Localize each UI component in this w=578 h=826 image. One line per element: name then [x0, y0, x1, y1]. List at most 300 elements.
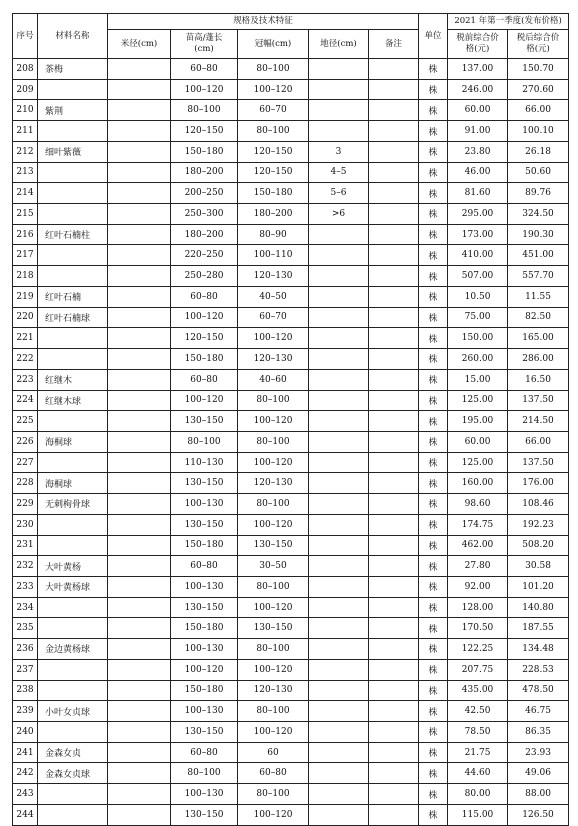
cell-note	[369, 369, 419, 390]
header-height: 苗高/蓬长 (cm)	[171, 30, 238, 59]
cell-post-tax-price: 49.06	[508, 763, 569, 784]
cell-pre-tax-price: 207.75	[448, 659, 508, 680]
cell-seq: 215	[13, 204, 38, 225]
cell-seq: 231	[13, 535, 38, 556]
cell-post-tax-price: 137.50	[508, 452, 569, 473]
cell-ground-diameter	[309, 59, 369, 80]
cell-height: 100–130	[171, 701, 238, 722]
cell-seq: 225	[13, 411, 38, 432]
cell-diameter	[108, 763, 171, 784]
cell-height: 250–300	[171, 204, 238, 225]
cell-unit: 株	[419, 597, 448, 618]
cell-material-name	[38, 245, 108, 266]
cell-ground-diameter: >6	[309, 204, 369, 225]
cell-ground-diameter	[309, 680, 369, 701]
cell-seq: 237	[13, 659, 38, 680]
cell-unit: 株	[419, 784, 448, 805]
cell-note	[369, 494, 419, 515]
cell-crown: 100–120	[238, 659, 309, 680]
cell-diameter	[108, 390, 171, 411]
table-row	[13, 535, 569, 556]
cell-diameter	[108, 59, 171, 80]
cell-post-tax-price: 192.23	[508, 514, 569, 535]
table-row	[13, 431, 569, 452]
cell-seq: 217	[13, 245, 38, 266]
cell-pre-tax-price: 60.00	[448, 431, 508, 452]
table-row	[13, 494, 569, 515]
cell-diameter	[108, 183, 171, 204]
cell-unit: 株	[419, 369, 448, 390]
cell-post-tax-price: 190.30	[508, 224, 569, 245]
cell-seq: 229	[13, 494, 38, 515]
cell-diameter	[108, 742, 171, 763]
table-row	[13, 121, 569, 142]
cell-pre-tax-price: 46.00	[448, 162, 508, 183]
table-row	[13, 328, 569, 349]
cell-material-name	[38, 535, 108, 556]
cell-crown: 40–60	[238, 369, 309, 390]
cell-height: 130–150	[171, 411, 238, 432]
cell-ground-diameter: 4–5	[309, 162, 369, 183]
cell-unit: 株	[419, 286, 448, 307]
cell-post-tax-price: 82.50	[508, 307, 569, 328]
cell-diameter	[108, 79, 171, 100]
cell-note	[369, 162, 419, 183]
cell-crown: 80–100	[238, 390, 309, 411]
cell-unit: 株	[419, 514, 448, 535]
cell-ground-diameter	[309, 618, 369, 639]
cell-ground-diameter	[309, 349, 369, 370]
cell-diameter	[108, 514, 171, 535]
cell-unit: 株	[419, 390, 448, 411]
table-row	[13, 680, 569, 701]
cell-material-name: 茶梅	[38, 59, 108, 80]
cell-ground-diameter	[309, 245, 369, 266]
cell-height: 250–280	[171, 266, 238, 287]
header-note: 备注	[369, 30, 419, 59]
cell-pre-tax-price: 23.80	[448, 141, 508, 162]
table-body	[13, 59, 569, 826]
cell-seq: 212	[13, 141, 38, 162]
cell-pre-tax-price: 42.50	[448, 701, 508, 722]
cell-ground-diameter: 3	[309, 141, 369, 162]
cell-ground-diameter	[309, 722, 369, 743]
cell-ground-diameter	[309, 659, 369, 680]
cell-ground-diameter	[309, 784, 369, 805]
cell-pre-tax-price: 150.00	[448, 328, 508, 349]
cell-post-tax-price: 89.76	[508, 183, 569, 204]
cell-unit: 株	[419, 473, 448, 494]
cell-note	[369, 763, 419, 784]
cell-material-name: 紫荆	[38, 100, 108, 121]
cell-note	[369, 804, 419, 825]
cell-note	[369, 204, 419, 225]
header-price-group: 2021 年第一季度(发布价格)	[448, 14, 569, 30]
cell-pre-tax-price: 174.75	[448, 514, 508, 535]
cell-post-tax-price: 508.20	[508, 535, 569, 556]
cell-crown: 120–150	[238, 141, 309, 162]
cell-note	[369, 514, 419, 535]
cell-ground-diameter	[309, 742, 369, 763]
cell-note	[369, 742, 419, 763]
cell-pre-tax-price: 260.00	[448, 349, 508, 370]
cell-pre-tax-price: 81.60	[448, 183, 508, 204]
cell-diameter	[108, 576, 171, 597]
table-row	[13, 804, 569, 825]
cell-ground-diameter	[309, 390, 369, 411]
cell-material-name	[38, 514, 108, 535]
cell-height: 100–130	[171, 639, 238, 660]
cell-post-tax-price: 11.55	[508, 286, 569, 307]
cell-post-tax-price: 101.20	[508, 576, 569, 597]
cell-post-tax-price: 66.00	[508, 431, 569, 452]
cell-seq: 227	[13, 452, 38, 473]
cell-material-name	[38, 597, 108, 618]
cell-pre-tax-price: 91.00	[448, 121, 508, 142]
cell-unit: 株	[419, 204, 448, 225]
cell-diameter	[108, 597, 171, 618]
cell-note	[369, 556, 419, 577]
cell-material-name	[38, 183, 108, 204]
cell-height: 100–130	[171, 576, 238, 597]
cell-note	[369, 639, 419, 660]
cell-seq: 224	[13, 390, 38, 411]
cell-crown: 120–130	[238, 680, 309, 701]
cell-diameter	[108, 121, 171, 142]
cell-material-name	[38, 784, 108, 805]
header-spec-group: 规格及技术特征	[108, 14, 419, 30]
cell-diameter	[108, 639, 171, 660]
cell-note	[369, 79, 419, 100]
cell-unit: 株	[419, 141, 448, 162]
cell-unit: 株	[419, 307, 448, 328]
cell-material-name	[38, 349, 108, 370]
cell-post-tax-price: 286.00	[508, 349, 569, 370]
header-crown: 冠幅(cm)	[238, 30, 309, 59]
cell-ground-diameter	[309, 411, 369, 432]
cell-note	[369, 121, 419, 142]
header-seq: 序号	[13, 14, 38, 59]
cell-unit: 株	[419, 431, 448, 452]
cell-material-name: 海桐球	[38, 473, 108, 494]
cell-crown: 150–180	[238, 183, 309, 204]
cell-ground-diameter	[309, 576, 369, 597]
table-row	[13, 659, 569, 680]
cell-unit: 株	[419, 452, 448, 473]
cell-crown: 80–100	[238, 701, 309, 722]
cell-ground-diameter	[309, 431, 369, 452]
cell-crown: 60–70	[238, 100, 309, 121]
cell-seq: 236	[13, 639, 38, 660]
cell-note	[369, 618, 419, 639]
cell-note	[369, 59, 419, 80]
cell-seq: 210	[13, 100, 38, 121]
cell-unit: 株	[419, 556, 448, 577]
cell-height: 220–250	[171, 245, 238, 266]
cell-post-tax-price: 140.80	[508, 597, 569, 618]
cell-seq: 223	[13, 369, 38, 390]
cell-diameter	[108, 349, 171, 370]
cell-unit: 株	[419, 245, 448, 266]
cell-material-name	[38, 452, 108, 473]
cell-crown: 30–50	[238, 556, 309, 577]
cell-post-tax-price: 134.48	[508, 639, 569, 660]
cell-pre-tax-price: 462.00	[448, 535, 508, 556]
cell-height: 100–120	[171, 307, 238, 328]
table-row	[13, 639, 569, 660]
cell-note	[369, 659, 419, 680]
cell-ground-diameter	[309, 121, 369, 142]
cell-diameter	[108, 659, 171, 680]
cell-crown: 100–110	[238, 245, 309, 266]
cell-diameter	[108, 556, 171, 577]
cell-post-tax-price: 16.50	[508, 369, 569, 390]
table-row	[13, 183, 569, 204]
table-row	[13, 742, 569, 763]
cell-seq: 218	[13, 266, 38, 287]
cell-note	[369, 390, 419, 411]
cell-height: 100–120	[171, 659, 238, 680]
table-row	[13, 162, 569, 183]
cell-seq: 211	[13, 121, 38, 142]
cell-diameter	[108, 100, 171, 121]
cell-crown: 100–120	[238, 328, 309, 349]
cell-material-name	[38, 618, 108, 639]
cell-note	[369, 286, 419, 307]
cell-diameter	[108, 162, 171, 183]
cell-seq: 239	[13, 701, 38, 722]
cell-pre-tax-price: 75.00	[448, 307, 508, 328]
cell-height: 130–150	[171, 473, 238, 494]
cell-seq: 213	[13, 162, 38, 183]
table-row	[13, 763, 569, 784]
cell-unit: 株	[419, 535, 448, 556]
cell-ground-diameter	[309, 514, 369, 535]
cell-material-name: 小叶女贞球	[38, 701, 108, 722]
cell-seq: 228	[13, 473, 38, 494]
cell-note	[369, 100, 419, 121]
cell-material-name: 金森女贞	[38, 742, 108, 763]
cell-height: 150–180	[171, 680, 238, 701]
header-ground-diameter: 地径(cm)	[309, 30, 369, 59]
cell-unit: 株	[419, 659, 448, 680]
cell-height: 60–80	[171, 59, 238, 80]
cell-material-name: 金森女贞球	[38, 763, 108, 784]
cell-height: 120–150	[171, 121, 238, 142]
cell-ground-diameter	[309, 369, 369, 390]
cell-crown: 80–100	[238, 494, 309, 515]
cell-crown: 80–100	[238, 639, 309, 660]
cell-diameter	[108, 618, 171, 639]
table-row	[13, 576, 569, 597]
cell-height: 120–150	[171, 328, 238, 349]
table-row	[13, 473, 569, 494]
cell-post-tax-price: 187.55	[508, 618, 569, 639]
table-row	[13, 141, 569, 162]
cell-height: 60–80	[171, 286, 238, 307]
cell-pre-tax-price: 507.00	[448, 266, 508, 287]
cell-height: 100–120	[171, 390, 238, 411]
cell-diameter	[108, 328, 171, 349]
cell-post-tax-price: 150.70	[508, 59, 569, 80]
cell-unit: 株	[419, 639, 448, 660]
cell-pre-tax-price: 21.75	[448, 742, 508, 763]
cell-crown: 100–120	[238, 722, 309, 743]
cell-height: 60–80	[171, 556, 238, 577]
cell-post-tax-price: 176.00	[508, 473, 569, 494]
cell-post-tax-price: 86.35	[508, 722, 569, 743]
table-row	[13, 411, 569, 432]
cell-post-tax-price: 100.10	[508, 121, 569, 142]
cell-pre-tax-price: 410.00	[448, 245, 508, 266]
cell-material-name: 红继木	[38, 369, 108, 390]
cell-pre-tax-price: 44.60	[448, 763, 508, 784]
table-row	[13, 390, 569, 411]
cell-ground-diameter	[309, 473, 369, 494]
cell-pre-tax-price: 128.00	[448, 597, 508, 618]
cell-crown: 100–120	[238, 597, 309, 618]
cell-diameter	[108, 266, 171, 287]
cell-material-name: 大叶黄杨球	[38, 576, 108, 597]
cell-height: 130–150	[171, 597, 238, 618]
cell-height: 180–200	[171, 162, 238, 183]
cell-ground-diameter	[309, 307, 369, 328]
cell-note	[369, 576, 419, 597]
header-pre-tax-price: 税前综合价 格(元)	[448, 30, 508, 59]
cell-unit: 株	[419, 59, 448, 80]
cell-crown: 80–100	[238, 59, 309, 80]
cell-diameter	[108, 431, 171, 452]
cell-ground-diameter	[309, 328, 369, 349]
header-material-name: 材料名称	[38, 14, 108, 59]
cell-pre-tax-price: 92.00	[448, 576, 508, 597]
cell-ground-diameter	[309, 701, 369, 722]
cell-crown: 120–130	[238, 349, 309, 370]
cell-crown: 130–150	[238, 618, 309, 639]
cell-note	[369, 452, 419, 473]
cell-seq: 226	[13, 431, 38, 452]
cell-note	[369, 328, 419, 349]
cell-crown: 100–120	[238, 514, 309, 535]
cell-material-name	[38, 328, 108, 349]
table-row	[13, 701, 569, 722]
cell-unit: 株	[419, 618, 448, 639]
cell-pre-tax-price: 98.60	[448, 494, 508, 515]
cell-crown: 100–120	[238, 79, 309, 100]
cell-diameter	[108, 204, 171, 225]
cell-material-name: 无刺枸骨球	[38, 494, 108, 515]
table-row	[13, 514, 569, 535]
cell-unit: 株	[419, 100, 448, 121]
cell-note	[369, 266, 419, 287]
table-row	[13, 369, 569, 390]
cell-seq: 230	[13, 514, 38, 535]
cell-material-name: 红叶石楠球	[38, 307, 108, 328]
cell-height: 200–250	[171, 183, 238, 204]
cell-note	[369, 245, 419, 266]
table-row	[13, 618, 569, 639]
cell-crown: 120–150	[238, 162, 309, 183]
cell-material-name: 红叶石楠柱	[38, 224, 108, 245]
cell-ground-diameter	[309, 79, 369, 100]
cell-seq: 240	[13, 722, 38, 743]
cell-unit: 株	[419, 804, 448, 825]
cell-height: 150–180	[171, 535, 238, 556]
cell-diameter	[108, 701, 171, 722]
table-row	[13, 204, 569, 225]
cell-crown: 130–150	[238, 535, 309, 556]
cell-unit: 株	[419, 411, 448, 432]
cell-note	[369, 473, 419, 494]
header-diameter: 米径(cm)	[108, 30, 171, 59]
header-post-tax-price: 税后综合价 格(元)	[508, 30, 569, 59]
table-row	[13, 59, 569, 80]
cell-ground-diameter	[309, 535, 369, 556]
table-row	[13, 597, 569, 618]
cell-material-name	[38, 162, 108, 183]
cell-unit: 株	[419, 328, 448, 349]
cell-unit: 株	[419, 722, 448, 743]
cell-post-tax-price: 108.46	[508, 494, 569, 515]
cell-material-name: 红叶石楠	[38, 286, 108, 307]
cell-seq: 216	[13, 224, 38, 245]
cell-material-name	[38, 680, 108, 701]
cell-unit: 株	[419, 680, 448, 701]
table-row	[13, 286, 569, 307]
cell-material-name: 大叶黄杨	[38, 556, 108, 577]
cell-post-tax-price: 23.93	[508, 742, 569, 763]
table-row	[13, 79, 569, 100]
cell-crown: 80–100	[238, 784, 309, 805]
table-row	[13, 266, 569, 287]
cell-unit: 株	[419, 701, 448, 722]
cell-height: 150–180	[171, 141, 238, 162]
cell-pre-tax-price: 125.00	[448, 390, 508, 411]
cell-crown: 80–100	[238, 576, 309, 597]
table-row	[13, 722, 569, 743]
cell-crown: 100–120	[238, 804, 309, 825]
table-row	[13, 556, 569, 577]
cell-crown: 40–50	[238, 286, 309, 307]
cell-diameter	[108, 224, 171, 245]
cell-unit: 株	[419, 349, 448, 370]
cell-crown: 80–100	[238, 431, 309, 452]
cell-note	[369, 224, 419, 245]
cell-pre-tax-price: 10.50	[448, 286, 508, 307]
cell-diameter	[108, 141, 171, 162]
cell-pre-tax-price: 195.00	[448, 411, 508, 432]
cell-note	[369, 349, 419, 370]
cell-post-tax-price: 26.18	[508, 141, 569, 162]
cell-crown: 100–120	[238, 411, 309, 432]
cell-post-tax-price: 451.00	[508, 245, 569, 266]
cell-ground-diameter	[309, 224, 369, 245]
cell-pre-tax-price: 137.00	[448, 59, 508, 80]
cell-diameter	[108, 286, 171, 307]
cell-note	[369, 701, 419, 722]
cell-height: 130–150	[171, 722, 238, 743]
table-row	[13, 784, 569, 805]
cell-note	[369, 722, 419, 743]
cell-crown: 60–70	[238, 307, 309, 328]
cell-pre-tax-price: 60.00	[448, 100, 508, 121]
cell-height: 100–120	[171, 79, 238, 100]
cell-ground-diameter	[309, 763, 369, 784]
cell-post-tax-price: 270.60	[508, 79, 569, 100]
cell-post-tax-price: 478.50	[508, 680, 569, 701]
cell-material-name	[38, 266, 108, 287]
header-unit: 单位	[419, 14, 448, 59]
